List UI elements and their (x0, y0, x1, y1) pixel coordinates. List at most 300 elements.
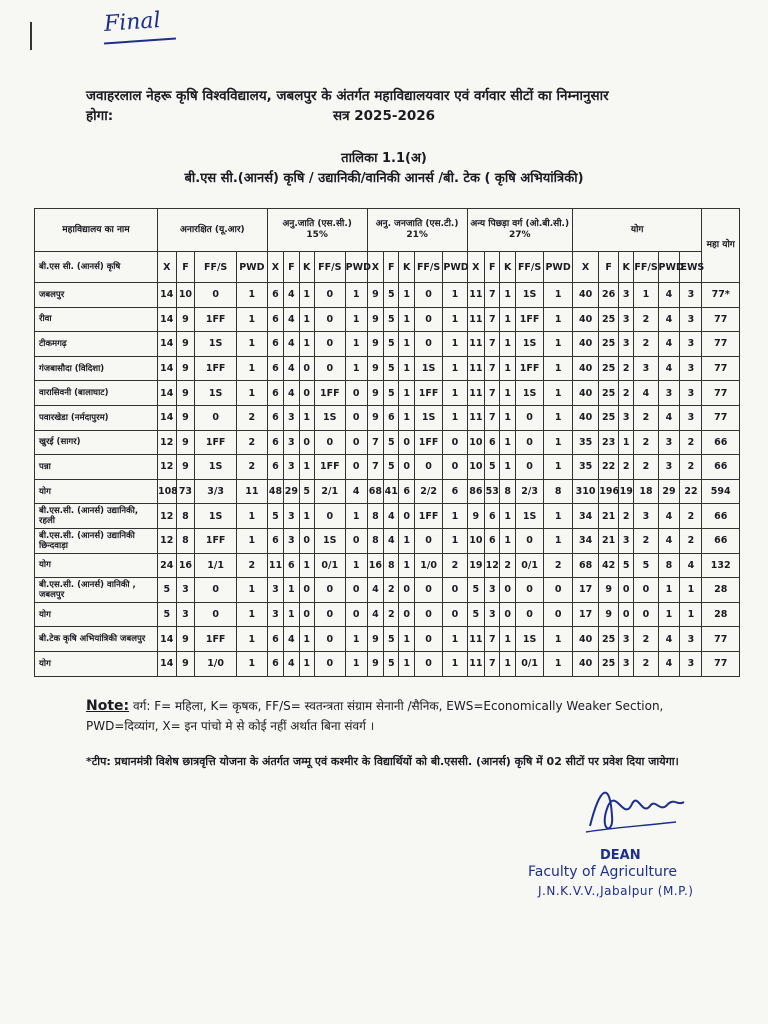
seat-cell: 3 (680, 356, 702, 381)
seat-cell: 4 (345, 479, 367, 504)
seat-cell: 3/3 (195, 479, 237, 504)
seat-cell: 11 (467, 283, 485, 308)
seat-cell: 2 (443, 553, 467, 578)
seat-cell: 0 (414, 455, 443, 480)
subheader-cell: FF/S (414, 252, 443, 283)
seat-cell: 0 (515, 430, 544, 455)
seat-cell: 25 (599, 381, 619, 406)
seat-cell: 2 (619, 356, 634, 381)
seat-cell: 1 (544, 504, 573, 529)
seat-cell: 66 (702, 504, 740, 529)
seat-cell: 1 (299, 627, 314, 652)
seat-cell: 1FF (414, 430, 443, 455)
seat-cell: 0 (345, 381, 367, 406)
seat-cell: 132 (702, 553, 740, 578)
seat-cell: 0 (443, 602, 467, 627)
seat-cell: 9 (367, 356, 383, 381)
seat-cell: 77* (702, 283, 740, 308)
seat-cell: 4 (658, 627, 680, 652)
subheader-cell: F (599, 252, 619, 283)
header-sc (267, 209, 367, 252)
seat-cell: 68 (572, 553, 598, 578)
seat-cell: 1 (443, 381, 467, 406)
seat-cell: 3 (680, 283, 702, 308)
seat-cell: 1/0 (414, 553, 443, 578)
seat-cell: 9 (176, 356, 195, 381)
subheader-cell: X (572, 252, 598, 283)
seat-cell: 0 (314, 651, 345, 676)
seat-cell: 1 (500, 430, 515, 455)
subheader-cell: PWD (236, 252, 267, 283)
seat-cell: 12 (485, 553, 500, 578)
seat-cell: 0 (399, 504, 414, 529)
seat-cell: 1 (500, 356, 515, 381)
session-label: सत्र 2025-2026 (332, 108, 436, 124)
subheader-cell: X (267, 252, 283, 283)
seat-cell: 2 (634, 430, 658, 455)
row-college-name: वारासिवनी (बालाघाट) (35, 381, 158, 406)
table-row (35, 332, 740, 357)
seat-cell: 1FF (195, 627, 237, 652)
seat-cell: 34 (572, 504, 598, 529)
seat-cell: 6 (267, 528, 283, 553)
seat-cell: 4 (284, 332, 299, 357)
seat-cell: 1FF (314, 381, 345, 406)
seat-cell: 9 (176, 332, 195, 357)
seat-cell: 1 (345, 651, 367, 676)
seat-cell: 11 (467, 627, 485, 652)
seat-cell: 1 (236, 528, 267, 553)
seat-cell: 9 (599, 578, 619, 603)
seat-cell: 73 (176, 479, 195, 504)
seat-cell: 26 (599, 283, 619, 308)
seat-cell: 3 (634, 504, 658, 529)
seat-cell: 2 (544, 553, 573, 578)
seat-cell: 3 (680, 627, 702, 652)
seat-cell: 2 (384, 578, 399, 603)
header-st (367, 209, 467, 252)
seat-cell: 2/3 (515, 479, 544, 504)
seat-cell: 8 (176, 504, 195, 529)
seat-cell: 594 (702, 479, 740, 504)
seat-cell: 8 (658, 553, 680, 578)
seat-cell: 11 (467, 307, 485, 332)
seat-cell: 4 (284, 381, 299, 406)
seat-cell: 6 (485, 504, 500, 529)
seat-cell: 40 (572, 627, 598, 652)
subheader-cell: FF/S (634, 252, 658, 283)
seat-cell: 22 (680, 479, 702, 504)
table-row (35, 283, 740, 308)
seat-cell: 0 (314, 504, 345, 529)
seat-cell: 1 (236, 356, 267, 381)
seat-cell: 1 (236, 332, 267, 357)
seat-cell: 0 (195, 405, 237, 430)
seat-cell: 4 (658, 528, 680, 553)
seat-cell: 5 (299, 479, 314, 504)
seat-cell: 5 (384, 651, 399, 676)
seat-cell: 14 (157, 381, 176, 406)
seat-cell: 1 (345, 553, 367, 578)
seat-cell: 1 (443, 332, 467, 357)
seat-cell: 10 (467, 430, 485, 455)
seat-cell: 25 (599, 307, 619, 332)
seat-cell: 1 (500, 455, 515, 480)
table-row (35, 627, 740, 652)
subheader-cell: PWD (443, 252, 467, 283)
seat-cell: 2 (236, 553, 267, 578)
seat-cell: 14 (157, 332, 176, 357)
total-row (35, 479, 740, 504)
seat-cell: 6 (267, 381, 283, 406)
table-row (35, 504, 740, 529)
header-row-subcategories (35, 252, 740, 283)
seat-cell: 3 (284, 455, 299, 480)
seat-cell: 9 (176, 455, 195, 480)
seat-cell: 1FF (515, 307, 544, 332)
seat-cell: 1 (345, 283, 367, 308)
seat-cell: 9 (367, 381, 383, 406)
seat-cell: 3 (658, 455, 680, 480)
seat-cell: 28 (702, 602, 740, 627)
subheader-cell: K (619, 252, 634, 283)
seat-cell: 0 (414, 602, 443, 627)
seat-cell: 0 (414, 578, 443, 603)
seat-cell: 1 (443, 651, 467, 676)
signature-image (580, 776, 690, 838)
seat-cell: 1 (299, 651, 314, 676)
seat-cell: 1 (500, 651, 515, 676)
seat-cell: 2 (236, 405, 267, 430)
seat-cell: 0 (345, 455, 367, 480)
seat-cell: 14 (157, 283, 176, 308)
seat-cell: 8 (500, 479, 515, 504)
seat-cell: 1 (634, 283, 658, 308)
seat-cell: 1 (619, 430, 634, 455)
subheader-cell: PWD (658, 252, 680, 283)
seat-cell: 1 (236, 307, 267, 332)
seat-cell: 1FF (314, 455, 345, 480)
seat-cell: 1 (443, 307, 467, 332)
seat-cell: 0 (314, 332, 345, 357)
seat-cell: 1 (236, 627, 267, 652)
seat-cell: 2 (634, 528, 658, 553)
seat-cell: 1 (544, 430, 573, 455)
seat-cell: 1 (443, 283, 467, 308)
seat-cell: 4 (284, 627, 299, 652)
seat-cell: 1 (399, 553, 414, 578)
subheader-cell: PWD (345, 252, 367, 283)
subheader-cell: X (157, 252, 176, 283)
seat-cell: 9 (176, 430, 195, 455)
seat-cell: 23 (599, 430, 619, 455)
seat-cell: 6 (485, 528, 500, 553)
seat-cell: 9 (176, 307, 195, 332)
seat-cell: 1S (515, 332, 544, 357)
seat-cell: 1 (299, 307, 314, 332)
seat-cell: 7 (485, 405, 500, 430)
header-st-label: अनु. जनजाति (एस.टी.) (375, 219, 459, 229)
seat-cell: 1S (195, 332, 237, 357)
seat-cell: 2 (236, 455, 267, 480)
header-total: योग (572, 209, 702, 252)
seat-cell: 3 (680, 651, 702, 676)
seat-cell: 41 (384, 479, 399, 504)
seat-cell: 0 (634, 578, 658, 603)
seat-cell: 5 (384, 283, 399, 308)
seat-cell: 7 (367, 455, 383, 480)
seat-cell: 40 (572, 356, 598, 381)
signatory-place: J.N.K.V.V.,Jabalpur (M.P.) (538, 884, 694, 898)
seat-cell: 108 (157, 479, 176, 504)
seat-cell: 28 (702, 578, 740, 603)
seat-cell: 1FF (195, 356, 237, 381)
table-caption: तालिका 1.1(अ) (341, 151, 427, 166)
table-row (35, 578, 740, 603)
seat-cell: 3 (176, 578, 195, 603)
seat-cell: 4 (658, 283, 680, 308)
seat-cell: 11 (267, 553, 283, 578)
seat-cell: 1 (399, 381, 414, 406)
seat-cell: 0 (314, 602, 345, 627)
seat-cell: 1/0 (195, 651, 237, 676)
seat-cell: 0 (345, 602, 367, 627)
row-college-name: खुरई (सागर) (35, 430, 158, 455)
seat-cell: 3 (680, 307, 702, 332)
seat-cell: 0 (299, 578, 314, 603)
seat-cell: 35 (572, 430, 598, 455)
seat-cell: 0 (299, 381, 314, 406)
seat-cell: 6 (267, 627, 283, 652)
row-college-name: पन्ना (35, 455, 158, 480)
seat-cell: 1 (500, 504, 515, 529)
seat-cell: 3 (619, 528, 634, 553)
seat-cell: 0 (414, 332, 443, 357)
seat-cell: 0 (414, 651, 443, 676)
seat-cell: 53 (485, 479, 500, 504)
seat-cell: 12 (157, 455, 176, 480)
seat-cell: 1FF (195, 528, 237, 553)
seat-cell: 25 (599, 651, 619, 676)
seat-cell: 1S (414, 356, 443, 381)
seat-cell: 2 (634, 307, 658, 332)
header-obc-pct: 27% (508, 230, 531, 240)
seat-cell: 34 (572, 528, 598, 553)
seat-cell: 1 (299, 405, 314, 430)
seat-cell: 2/1 (314, 479, 345, 504)
seat-cell: 21 (599, 504, 619, 529)
seat-cell: 0 (500, 578, 515, 603)
seat-cell: 0 (195, 602, 237, 627)
seat-cell: 7 (367, 430, 383, 455)
row-college-name: बी.एस.सी. (आनर्स) उद्यानिकी छिन्दवाड़ा (35, 528, 158, 553)
seat-cell: 1 (544, 405, 573, 430)
seat-cell: 5 (634, 553, 658, 578)
seat-cell: 1S (195, 381, 237, 406)
seat-cell: 3 (485, 602, 500, 627)
seat-cell: 6 (267, 307, 283, 332)
seat-cell: 14 (157, 405, 176, 430)
subheader-cell: F (176, 252, 195, 283)
seat-cell: 77 (702, 356, 740, 381)
seat-cell: 86 (467, 479, 485, 504)
seat-cell: 1S (414, 405, 443, 430)
seat-cell: 2 (680, 528, 702, 553)
seat-cell: 9 (367, 627, 383, 652)
seat-cell: 16 (176, 553, 195, 578)
seat-cell: 0 (399, 602, 414, 627)
seat-cell: 1S (314, 405, 345, 430)
seat-cell: 1 (299, 504, 314, 529)
subheader-cell: F (384, 252, 399, 283)
seat-cell: 1 (236, 651, 267, 676)
seat-cell: 19 (467, 553, 485, 578)
seat-cell: 7 (485, 651, 500, 676)
seat-cell: 0 (544, 578, 573, 603)
seat-cell: 6 (267, 356, 283, 381)
seat-cell: 0 (414, 307, 443, 332)
seat-cell: 6 (384, 405, 399, 430)
subheader-cell: X (467, 252, 485, 283)
seat-cell: 3 (680, 381, 702, 406)
row-college-name: बी.एस.सी. (आनर्स) वानिकी , जबलपुर (35, 578, 158, 603)
seat-cell: 2 (619, 455, 634, 480)
seat-cell: 0 (619, 578, 634, 603)
seat-cell: 9 (367, 405, 383, 430)
seat-cell: 1 (299, 283, 314, 308)
header-sc-label: अनु.जाति (एस.सी.) (282, 219, 352, 229)
seat-cell: 9 (467, 504, 485, 529)
subheader-cell: FF/S (314, 252, 345, 283)
seat-cell: 2 (634, 627, 658, 652)
seat-cell: 5 (384, 381, 399, 406)
seat-cell: 5 (619, 553, 634, 578)
seat-cell: 0 (443, 455, 467, 480)
row-college-name: जबलपुर (35, 283, 158, 308)
seat-cell: 1 (399, 528, 414, 553)
seat-cell: 25 (599, 356, 619, 381)
seat-cell: 77 (702, 651, 740, 676)
seat-cell: 0 (299, 602, 314, 627)
total-row (35, 651, 740, 676)
seat-cell: 1/1 (195, 553, 237, 578)
seat-cell: 48 (267, 479, 283, 504)
seat-cell: 0 (299, 430, 314, 455)
seat-cell: 1 (500, 283, 515, 308)
seat-cell: 10 (467, 455, 485, 480)
seat-cell: 1 (500, 405, 515, 430)
seat-cell: 7 (485, 356, 500, 381)
seat-cell: 3 (634, 356, 658, 381)
seat-cell: 0 (345, 430, 367, 455)
seat-cell: 3 (619, 307, 634, 332)
seat-cell: 1 (284, 578, 299, 603)
seat-cell: 0 (399, 578, 414, 603)
note-line-1: वर्ग: F= महिला, K= कृषक, FF/S= स्वतन्त्रता संग्राम सेनानी /सैनिक, EWS=Economically Weaker Section, (129, 699, 664, 713)
seat-cell: 6 (267, 332, 283, 357)
seat-cell: 3 (284, 528, 299, 553)
seat-cell: 11 (467, 381, 485, 406)
seat-cell: 1 (443, 528, 467, 553)
header-college-name: महाविद्यालय का नाम (35, 209, 158, 252)
seat-cell: 1 (399, 651, 414, 676)
seat-cell: 0 (314, 356, 345, 381)
seat-cell: 9 (367, 307, 383, 332)
seat-cell: 1FF (195, 307, 237, 332)
seat-cell: 5 (384, 627, 399, 652)
seat-cell: 0 (314, 627, 345, 652)
total-row (35, 553, 740, 578)
seat-cell: 6 (443, 479, 467, 504)
seat-cell: 3 (176, 602, 195, 627)
seat-cell: 1 (399, 356, 414, 381)
seat-cell: 0 (195, 578, 237, 603)
seat-cell: 1 (236, 504, 267, 529)
seat-cell: 0 (314, 283, 345, 308)
header-obc (467, 209, 572, 252)
seat-cell: 1 (544, 332, 573, 357)
seat-cell: 0 (314, 578, 345, 603)
seat-cell: 40 (572, 381, 598, 406)
seat-cell: 0 (314, 307, 345, 332)
seat-cell: 0 (515, 528, 544, 553)
seat-cell: 6 (267, 651, 283, 676)
seat-cell: 4 (658, 332, 680, 357)
signatory-title: DEAN (600, 848, 641, 863)
seat-cell: 7 (485, 627, 500, 652)
seat-cell: 1FF (414, 381, 443, 406)
seat-cell: 1S (515, 381, 544, 406)
seat-cell: 1 (236, 283, 267, 308)
seat-cell: 77 (702, 405, 740, 430)
seat-table (34, 208, 740, 677)
row-college-name: पवारखेडा (नर्मदापुरम) (35, 405, 158, 430)
seat-cell: 1 (658, 578, 680, 603)
seat-cell: 5 (485, 455, 500, 480)
seat-cell: 10 (467, 528, 485, 553)
seat-cell: 4 (658, 504, 680, 529)
row-college-name: योग (35, 651, 158, 676)
seat-cell: 1 (544, 455, 573, 480)
seat-cell: 4 (284, 356, 299, 381)
seat-cell: 1 (680, 602, 702, 627)
seat-cell: 5 (384, 430, 399, 455)
seat-cell: 3 (619, 405, 634, 430)
seat-cell: 1S (314, 528, 345, 553)
seat-cell: 1 (284, 602, 299, 627)
seat-cell: 0 (195, 283, 237, 308)
handwritten-underline (104, 37, 176, 44)
seat-cell: 6 (267, 405, 283, 430)
seat-cell: 4 (367, 602, 383, 627)
header-row-groups (35, 209, 740, 252)
seat-cell: 1 (544, 381, 573, 406)
seat-cell: 2 (619, 504, 634, 529)
seat-cell: 1 (544, 627, 573, 652)
seat-cell: 19 (619, 479, 634, 504)
seat-cell: 4 (658, 307, 680, 332)
seat-cell: 1 (443, 504, 467, 529)
seat-cell: 12 (157, 528, 176, 553)
margin-mark (30, 22, 32, 50)
header-obc-label: अन्य पिछड़ा वर्ग (ओ.बी.सी.) (470, 219, 570, 229)
note-line-2: PWD=दिव्यांग, X= इन पांचो मे से कोई नहीं अर्थात बिना संवर्ग । (86, 719, 375, 733)
table-row (35, 381, 740, 406)
table-row (35, 307, 740, 332)
seat-cell: 1 (500, 307, 515, 332)
seat-cell: 4 (680, 553, 702, 578)
seat-cell: 2 (619, 381, 634, 406)
